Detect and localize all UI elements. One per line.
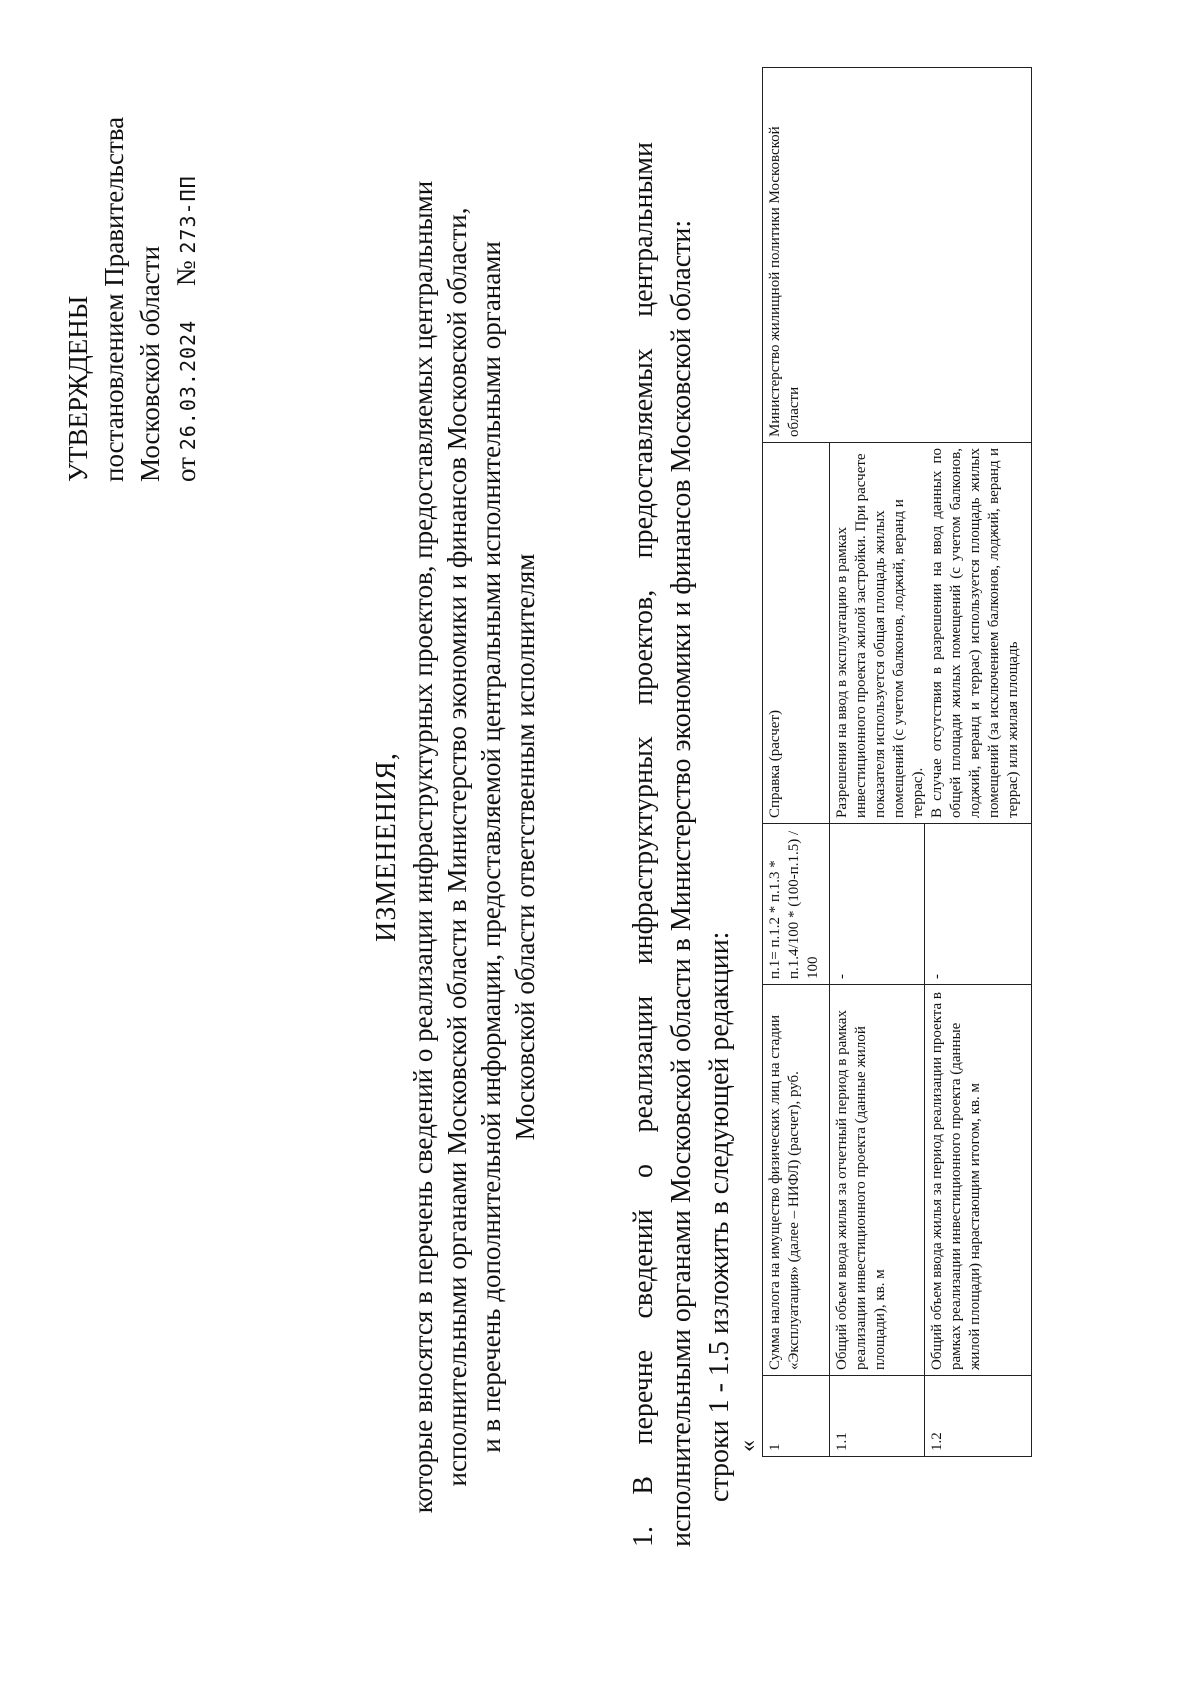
title-line-4: Московской области ответственным исполнителям — [510, 553, 540, 1141]
cell-name: Сумма налога на имущество физических лиц на стадии «Эксплуатация» (далее – НИФЛ) (расчет), руб. — [763, 985, 830, 1376]
table-row — [763, 68, 830, 1457]
cell-name: Общий объем ввода жилья за период реализации проекта в рамках реализации инвестиционного проекта (данные жилой площади) нарастающим итогом, кв. м — [925, 985, 1032, 1376]
amendment-table — [762, 67, 1032, 1457]
document-title — [370, 147, 542, 1547]
cell-formula: п.1= п.1.2 * п.1.3 * п.1.4/100 * (100-п.1.5) / 100 — [763, 824, 830, 985]
from-label: от — [171, 457, 201, 482]
cell-source: Справка (расчет) — [763, 443, 830, 824]
approved-region-line: Московской области — [135, 245, 165, 482]
cell-formula: - — [925, 824, 1032, 985]
opening-quote: « — [735, 1440, 761, 1452]
cell-source-merged — [830, 443, 1032, 824]
decree-date: 26.03.2024 — [176, 319, 200, 451]
paragraph-line-2: исполнительными органами Московской области в Министерство экономики и финансов Московской области: — [666, 219, 697, 1547]
paragraph-line-3: строки 1 - 1.5 изложить в следующей редакции: — [704, 931, 735, 1502]
approved-date-line — [168, 22, 206, 482]
cell-source-part-1: Разрешения на ввод в эксплуатацию в рамках инвестиционного проекта жилой застройки. При расчете показателя используется общая площадь жилых помещений (с учетом балконов, лоджий, веранд и террас). — [834, 453, 926, 818]
title-heading: ИЗМЕНЕНИЯ, — [371, 752, 402, 942]
cell-num: 1 — [763, 1376, 830, 1457]
paragraph-line-1: 1. В перечне сведений о реализации инфраструктурных проектов, предоставляемых центральными — [628, 142, 659, 1547]
title-line-1: которые вносятся в перечень сведений о реализации инфраструктурных проектов, предоставляемых центральными — [408, 180, 438, 1514]
cell-num: 1.1 — [830, 1376, 925, 1457]
decree-number: 273-ПП — [176, 175, 200, 254]
cell-name: Общий объем ввода жилья за отчетный период в рамках реализации инвестиционного проекта (данные жилой площади), кв. м — [830, 985, 925, 1376]
number-sign: № — [171, 260, 201, 287]
approved-heading: УТВЕРЖДЕНЫ — [63, 295, 93, 482]
title-line-3: и в перечень дополнительной информации, предоставляемой центральными исполнительными органами — [476, 241, 506, 1453]
cell-ministry: Министерство жилищной политики Московской области — [763, 68, 1032, 443]
approved-decree-line: постановлением Правительства — [99, 116, 129, 482]
cell-source-part-2: В случае отсутствия в разрешении на ввод данных по общей площади жилых помещений (с учетом балконов, лоджий, веранд и террас) используется площадь жилых помещений (за исключением балконов, лоджий, веранд и террас) или жилая площадь — [929, 448, 1021, 818]
cell-formula: - — [830, 824, 925, 985]
cell-num: 1.2 — [925, 1376, 1032, 1457]
amendment-paragraph — [625, 142, 739, 1547]
title-line-2: исполнительными органами Московской области в Министерство экономики и финансов Московской области, — [442, 207, 472, 1487]
approval-block — [60, 22, 206, 482]
